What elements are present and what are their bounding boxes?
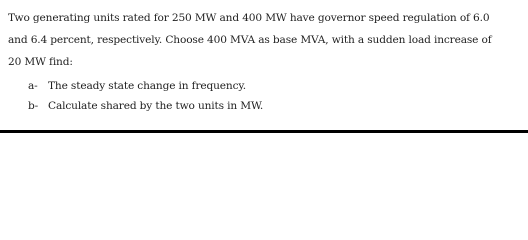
problem-statement xyxy=(8,7,520,74)
bottom-divider xyxy=(0,130,528,133)
question-list xyxy=(0,76,528,116)
problem-line: and 6.4 percent, respectively. Choose 400 MVA as base MVA, with a sudden load increase of xyxy=(8,34,492,47)
list-marker: b- xyxy=(28,100,39,112)
list-item xyxy=(0,76,528,96)
list-item xyxy=(0,96,528,116)
list-item-text: Calculate shared by the two units in MW. xyxy=(48,100,264,112)
list-item-text: The steady state change in frequency. xyxy=(48,80,247,92)
problem-line: Two generating units rated for 250 MW and 400 MW have governor speed regulation of 6.0 xyxy=(8,12,490,24)
list-marker: a- xyxy=(28,80,38,92)
problem-line: 20 MW find: xyxy=(8,56,73,69)
